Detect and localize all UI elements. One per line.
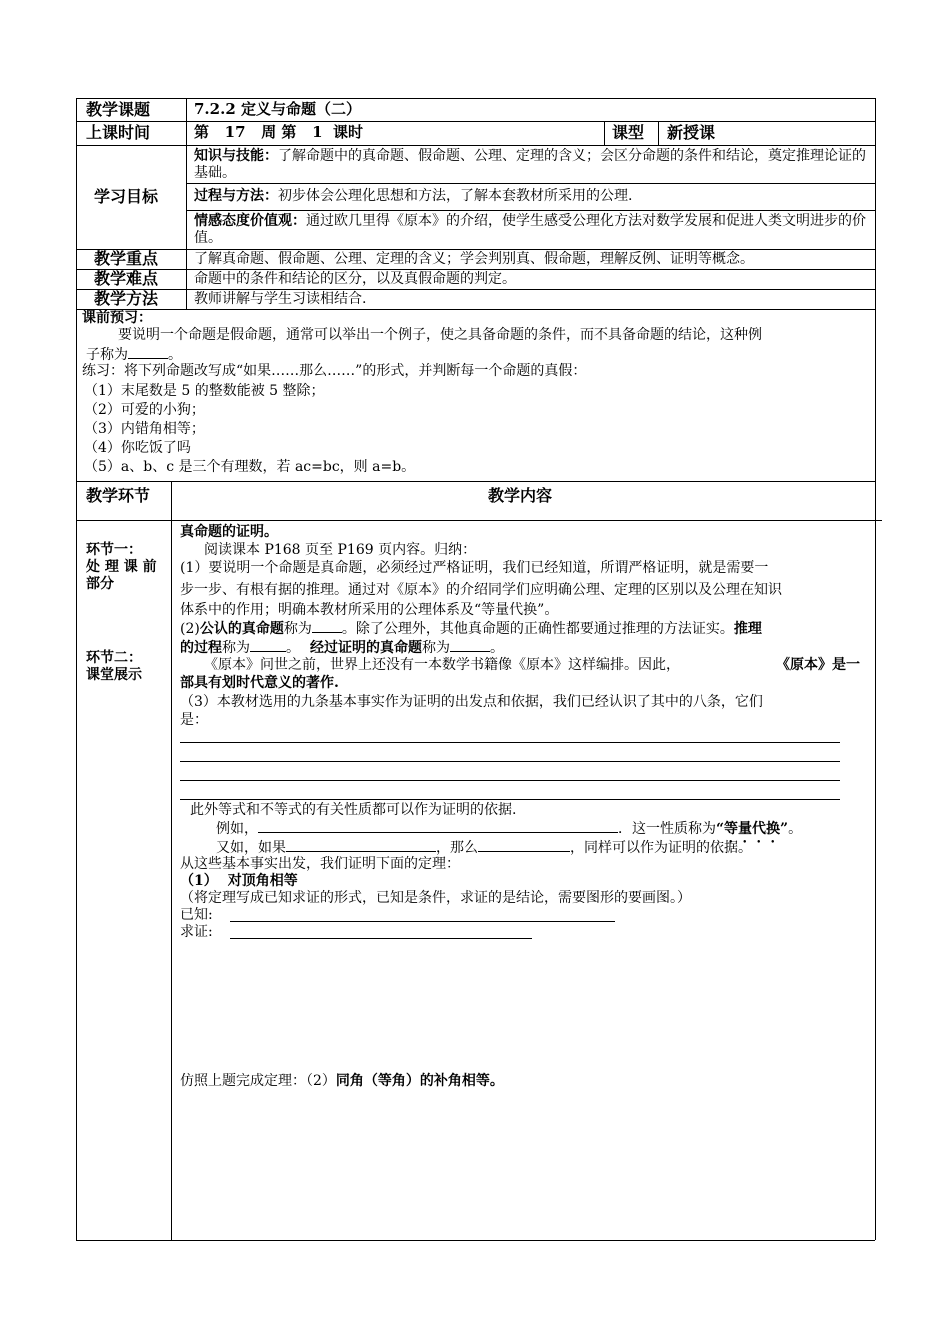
key-points-label: 教学重点 — [94, 249, 159, 268]
preview-exercise: 练习：将下列命题改写成“如果……那么……”的形式，并判断每一个命题的真假： — [82, 363, 587, 379]
content-c3c: 部具有划时代意义的著作. — [180, 675, 339, 691]
theorem-1-number: （1） — [180, 873, 218, 889]
difficulties-label: 教学难点 — [94, 269, 159, 288]
methods-label: 教学方法 — [94, 289, 159, 308]
c2-text-3: 称为 — [222, 640, 250, 656]
c7-mid: ，那么 — [436, 840, 478, 856]
c2-prefix: (2) — [180, 621, 200, 637]
c6-text: ．这一性质称为 — [618, 821, 716, 837]
emotion-label: 情感态度价值观： — [194, 213, 306, 229]
axiom-answer-line-2[interactable] — [180, 761, 840, 762]
if-blank[interactable] — [286, 838, 436, 852]
table-bottom-border — [76, 1240, 875, 1241]
goal-process — [194, 188, 870, 205]
col-divider — [186, 98, 187, 309]
axiom-answer-line-1[interactable] — [180, 742, 840, 743]
time-label: 上课时间 — [86, 123, 151, 142]
knowledge-text: 了解命题中的真命题、假命题、公理、定理的含义；会区分命题的条件和结论，奠定推理论证的基础。 — [194, 148, 866, 181]
row-divider — [76, 121, 875, 122]
content-c3a: 《原本》问世之前，世界上还没有一本数学书籍像《原本》这样编排。因此， — [204, 657, 680, 673]
theorem-1-text: 对顶角相等 — [227, 873, 298, 889]
preview-item-1: （1）末尾数是 5 的整数能被 5 整除； — [84, 383, 325, 399]
axiom-answer-line-4[interactable] — [180, 799, 840, 800]
row-divider — [76, 520, 882, 521]
content-c2-line1 — [180, 619, 762, 638]
then-blank[interactable] — [478, 838, 570, 852]
process-label: 过程与方法： — [194, 188, 278, 204]
preview-item-2: （2）可爱的小狗； — [84, 402, 205, 418]
prove-answer-line[interactable] — [230, 938, 532, 939]
type-label: 课型 — [612, 123, 645, 142]
axiom-answer-line-3[interactable] — [180, 780, 840, 781]
row-divider — [76, 145, 875, 146]
c2-text-4: 。 — [286, 640, 300, 656]
col-divider — [658, 121, 659, 145]
goal-emotion — [194, 213, 870, 247]
preview-item-5: （5）a、b、c 是三个有理数，若 ac=bc，则 a=b。 — [84, 459, 416, 475]
c2-bold-4: 经过证明的真命题 — [310, 640, 422, 656]
c6-bold: “等量代换” — [716, 821, 789, 837]
theorem-1-line — [180, 873, 298, 890]
content-note: （将定理写成已知求证的形式，已知是条件，求证的是结论，需要图形的要画图。） — [180, 890, 691, 906]
c2-text-5: 称为 — [422, 640, 450, 656]
row-divider — [76, 289, 875, 290]
content-c2-line2 — [180, 638, 504, 657]
knowledge-label: 知识与技能： — [194, 148, 278, 164]
topic-label: 教学课题 — [86, 100, 151, 119]
content-c7-line — [216, 838, 752, 857]
preview-title: 课前预习： — [82, 310, 152, 326]
preview-p1b-line — [86, 345, 182, 364]
methods-text: 教师讲解与学生习读相结合. — [194, 291, 367, 307]
c2-bold-1: 公认的真命题 — [199, 621, 284, 637]
goals-label: 学习目标 — [94, 187, 159, 206]
topic-value: 7.2.2 定义与命题（二） — [194, 100, 361, 118]
answer-blank[interactable] — [128, 345, 168, 359]
theorem-2-text: 同角（等角）的补角相等。 — [335, 1073, 504, 1089]
content-c3b: 《原本》是一 — [776, 657, 860, 673]
content-read: 阅读课本 P168 页至 P169 页内容。归纳： — [204, 542, 477, 558]
example-blank[interactable] — [258, 819, 618, 833]
c2-bold-2: 推理 — [733, 621, 762, 637]
col-divider — [604, 121, 605, 145]
stage-1-line3: 部分 — [86, 576, 114, 592]
key-points-text: 了解真命题、假命题、公理、定理的含义；学会判别真、假命题，理解反例、证明等概念。 — [194, 251, 754, 267]
row-divider — [76, 481, 875, 482]
proof-blank[interactable] — [250, 638, 286, 652]
col-divider — [171, 481, 172, 1240]
stage-column-header: 教学环节 — [86, 486, 151, 505]
process-text: 初步体会公理化思想和方法，了解本套教材所采用的公理. — [278, 188, 633, 204]
c2-text-2: 。除了公理外，其他真命题的正确性都要通过推理的方法证实。 — [341, 621, 734, 637]
theorem-2-prefix: 仿照上题完成定理：（2） — [180, 1073, 336, 1089]
content-c1a: (1）要说明一个命题是真命题，必须经过严格证明，我们已经知道，所谓严格证明，就是需要一 — [180, 560, 769, 576]
c2-bold-3: 的过程 — [180, 640, 222, 656]
table-right-border — [875, 98, 876, 1240]
table-left-border — [76, 98, 77, 1240]
content-c1c: 体系中的作用；明确本教材所采用的公理体系及“等量代换”。 — [180, 602, 559, 618]
row-divider — [76, 249, 875, 250]
content-title: 真命题的证明。 — [180, 524, 278, 540]
row-divider — [186, 183, 875, 184]
preview-item-3: （3）内错角相等； — [84, 421, 205, 437]
type-value: 新授课 — [667, 123, 716, 142]
c2-text-1: 称为 — [283, 621, 312, 637]
preview-item-4: （4）你吃饭了吗 — [84, 440, 191, 456]
c6-end: 。 — [788, 821, 803, 837]
preview-p1c: 。 — [168, 347, 182, 363]
stage-2-title: 环节二： — [86, 650, 142, 666]
preview-p1b: 子称为 — [86, 347, 128, 363]
content-c1b: 步一步、有根有据的推理。通过对《原本》的介绍同学们应明确公理、定理的区别以及公理在知识 — [180, 582, 782, 598]
stage-2-line2: 课堂展示 — [86, 667, 142, 683]
c7-prefix: 又如，如果 — [216, 840, 286, 856]
difficulties-text: 命题中的条件和结论的区分，以及真假命题的判定。 — [194, 271, 516, 287]
c6-prefix: 例如， — [216, 821, 258, 837]
c2-text-6: 。 — [490, 640, 504, 656]
content-c4b: 是： — [180, 712, 208, 728]
goal-knowledge — [194, 148, 870, 182]
known-answer-line[interactable] — [230, 921, 615, 922]
stage-1-title: 环节一： — [86, 542, 142, 558]
content-c8: 从这些基本事实出发，我们证明下面的定理： — [180, 856, 460, 872]
c7-end: ，同样可以作为证明的依据。 — [570, 840, 752, 856]
known-label: 已知: — [180, 907, 213, 923]
theorem-blank[interactable] — [450, 638, 490, 652]
row-divider — [186, 210, 875, 211]
time-value: 第 17 周 第 1 课时 — [194, 123, 363, 141]
table-top-border — [76, 98, 875, 99]
content-c4a: （3）本教材选用的九条基本事实作为证明的出发点和依据，我们已经认识了其中的八条，它们 — [180, 694, 763, 710]
emotion-text: 通过欧几里得《原本》的介绍，使学生感受公理化方法对数学发展和促进人类文明进步的价值。 — [194, 213, 866, 246]
content-column-header: 教学内容 — [488, 486, 553, 505]
prove-label: 求证: — [180, 924, 213, 940]
theorem-2-line — [180, 1073, 504, 1090]
stage-1-line2: 处 理 课 前 — [86, 559, 157, 575]
preview-p1a: 要说明一个命题是假命题，通常可以举出一个例子，使之具备命题的条件，而不具备命题的结论，这种例 — [118, 327, 762, 343]
row-divider — [76, 309, 875, 310]
content-c5: 此外等式和不等式的有关性质都可以作为证明的依据. — [190, 802, 517, 818]
axiom-blank[interactable] — [312, 619, 342, 633]
row-divider — [76, 269, 875, 270]
